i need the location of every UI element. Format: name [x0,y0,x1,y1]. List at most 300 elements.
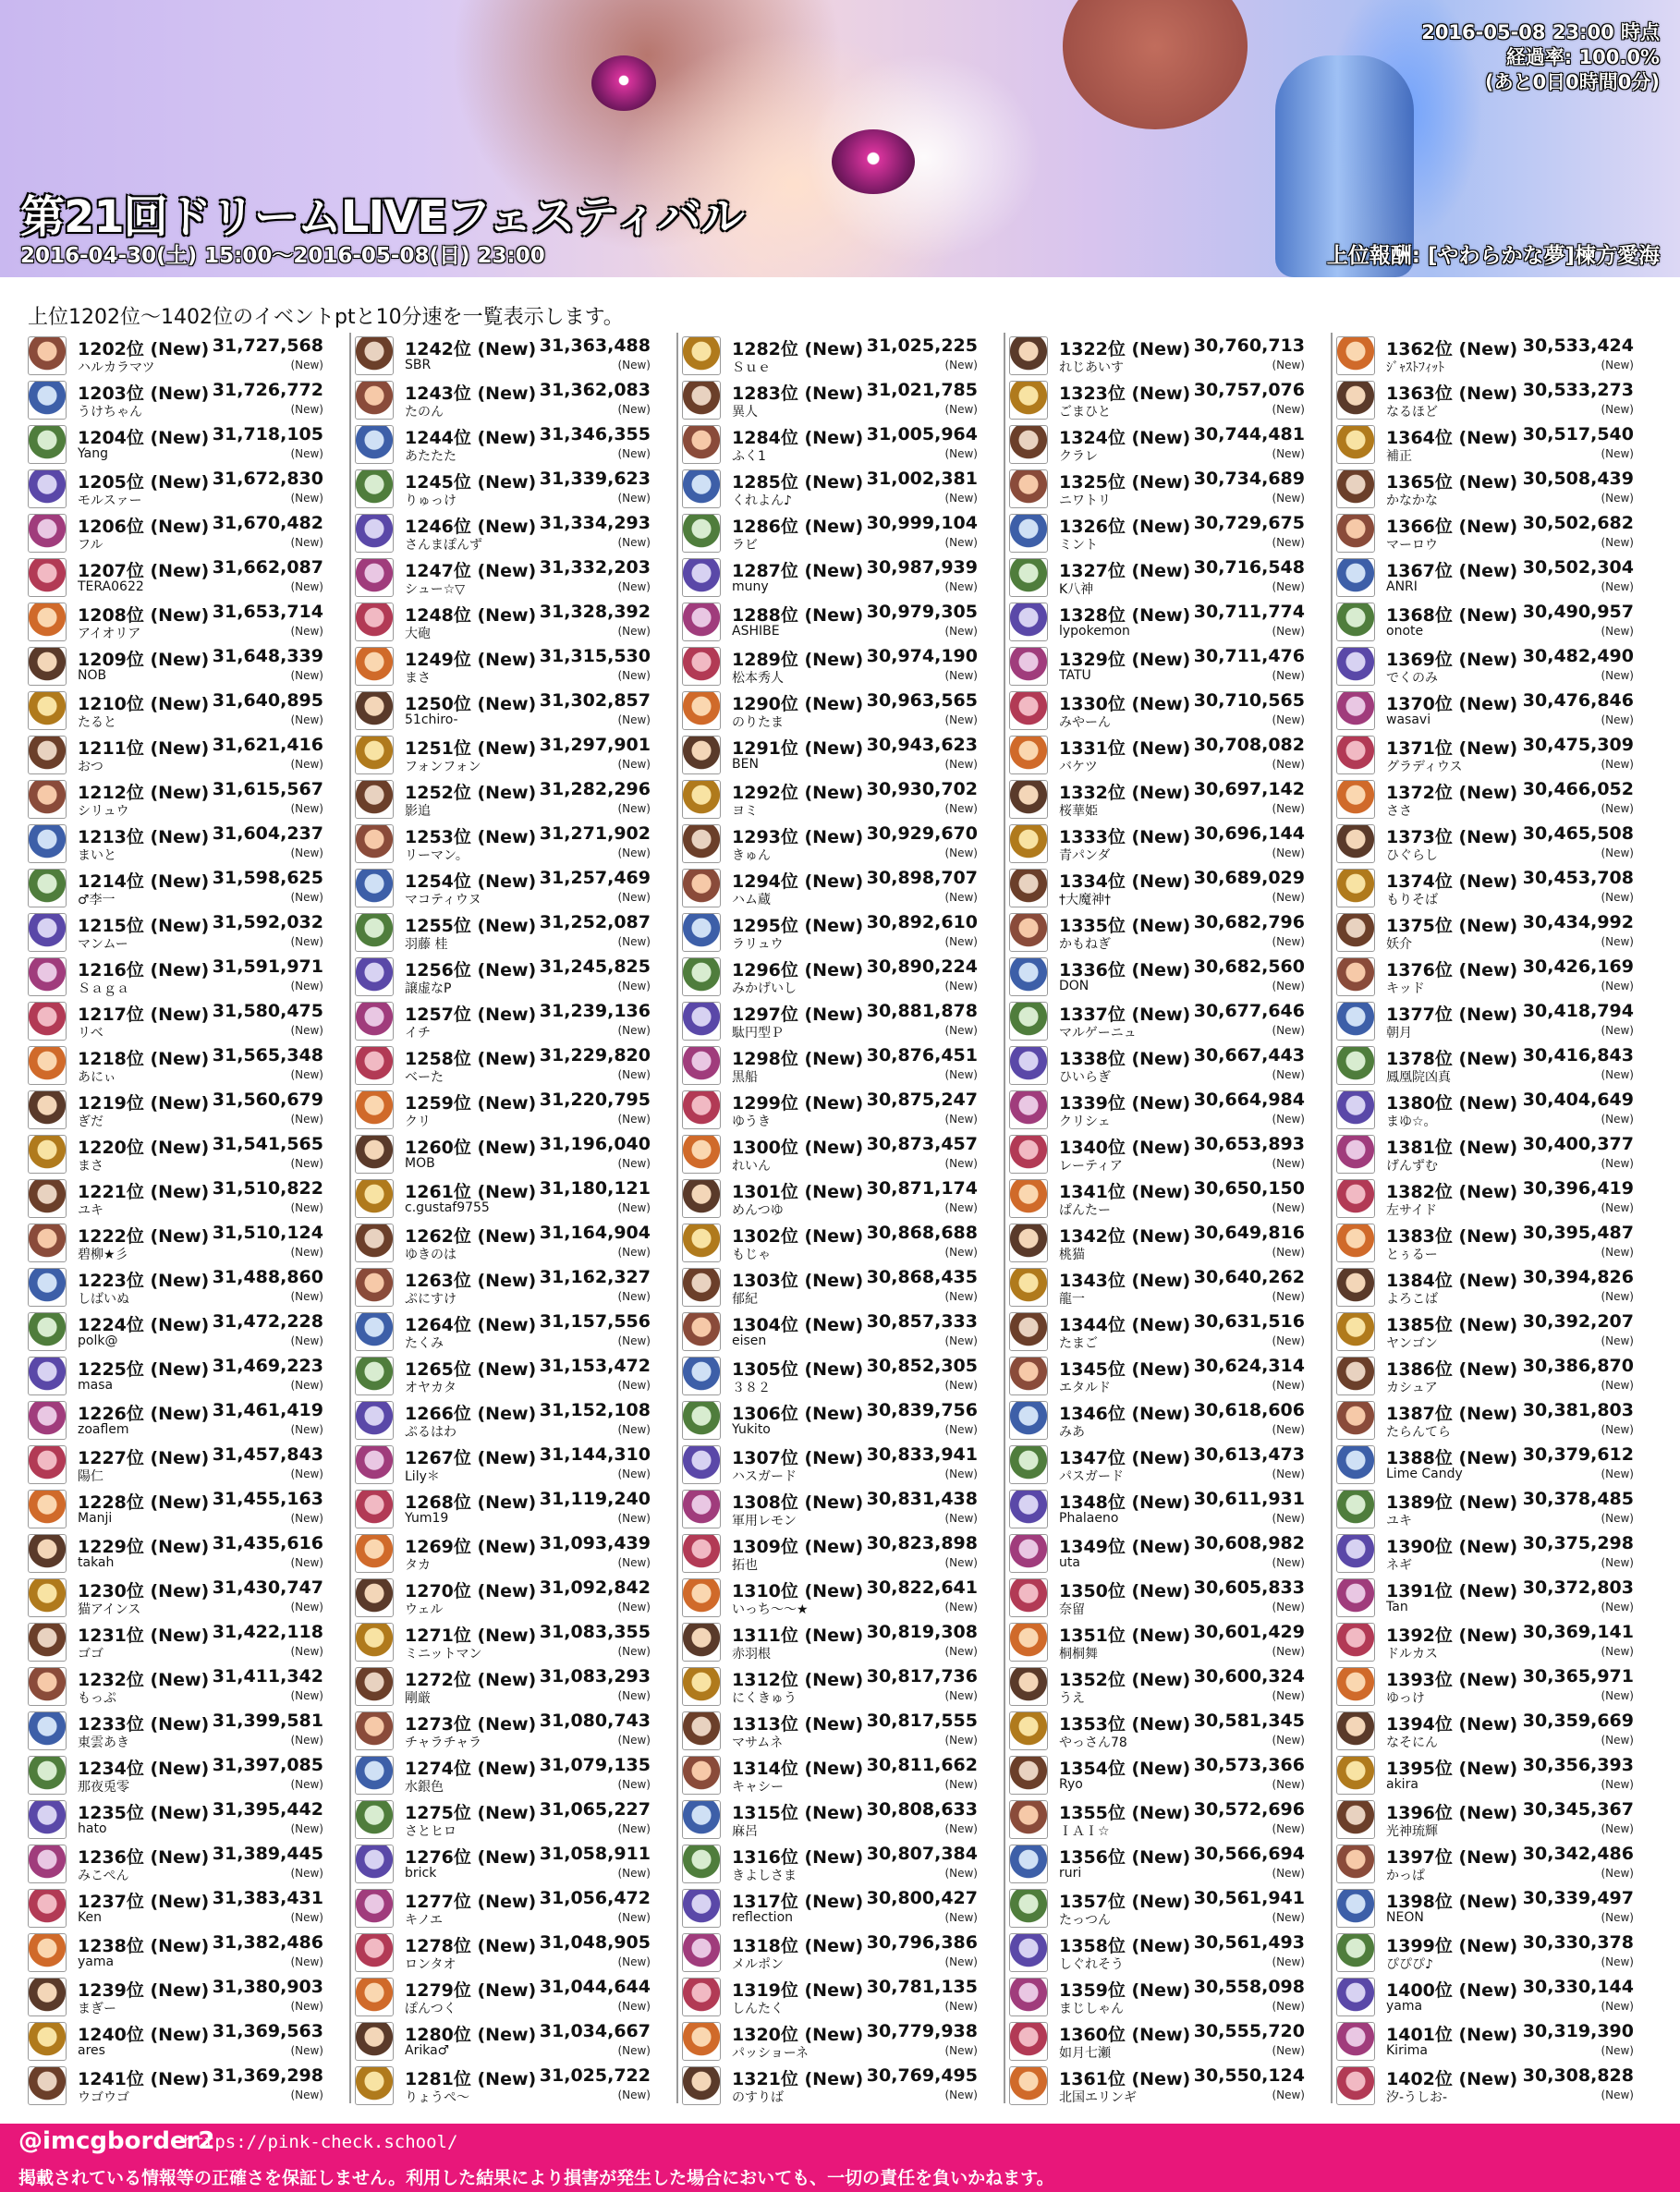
rank-label: 1240位 (New) [78,2025,210,2045]
event-points: 30,566,694 [1193,1844,1305,1864]
ten-minute-speed: (New) [290,359,323,371]
player-avatar [355,691,394,730]
rank-label: 1365位 (New) [1386,472,1518,493]
ranking-row [1005,1397,1331,1442]
event-points: 31,025,225 [866,335,978,356]
ranking-row [1333,1752,1660,1796]
ranking-row [1005,1264,1331,1309]
ten-minute-speed: (New) [1272,846,1305,859]
ranking-column [24,333,351,2103]
player-avatar [355,558,394,597]
rank-label: 1382位 (New) [1386,1182,1518,1202]
ten-minute-speed: (New) [617,1645,651,1658]
ten-minute-speed: (New) [617,891,651,904]
player-name: あたたた [405,449,457,464]
player-name: DON [1059,979,1090,993]
player-avatar [28,1889,67,1928]
event-points: 31,025,722 [539,2065,651,2086]
player-avatar [1009,469,1048,508]
ten-minute-speed: (New) [617,669,651,682]
rank-label: 1290位 (New) [732,694,864,714]
event-points: 31,598,625 [212,868,323,888]
event-points: 30,631,516 [1193,1311,1305,1332]
player-avatar [1009,1978,1048,2016]
rank-label: 1309位 (New) [732,1537,864,1557]
player-name: かなかな [1386,493,1438,508]
player-name: タカ [405,1558,431,1573]
rank-label: 1257位 (New) [405,1005,537,1025]
rank-label: 1358位 (New) [1059,1936,1191,1956]
ten-minute-speed: (New) [1272,492,1305,505]
player-name: 桃猫 [1059,1248,1085,1262]
player-avatar [1009,1490,1048,1528]
player-name: みやーん [1059,715,1111,730]
ranking-row [678,1575,1004,1619]
top-reward: 上位報酬: [やわらかな夢]楝方愛海 [1326,244,1660,268]
rank-label: 1217位 (New) [78,1005,210,1025]
banner-artwork-eye-left [591,55,656,111]
event-points: 31,389,445 [212,1844,323,1864]
rank-label: 1203位 (New) [78,384,210,404]
player-avatar [682,1578,721,1617]
time-remaining: (あと0日0時間0分) [1484,71,1660,93]
ten-minute-speed: (New) [1272,980,1305,992]
event-points: 30,365,971 [1522,1666,1634,1687]
event-points: 30,517,540 [1522,424,1634,444]
player-avatar [1336,1179,1375,1218]
ranking-row [1333,865,1660,909]
event-points: 30,881,878 [866,1001,978,1021]
player-name: シュー☆▽ [405,582,466,597]
ranking-row [678,599,1004,643]
twitter-handle-link[interactable]: @imcgborder2 [18,2127,215,2155]
ranking-row [1333,998,1660,1042]
player-name: 桜華姫 [1059,804,1098,819]
player-avatar [1336,381,1375,420]
player-name: れじあいす [1059,360,1124,375]
event-points: 31,510,822 [212,1178,323,1199]
player-avatar [355,425,394,464]
rank-label: 1234位 (New) [78,1759,210,1779]
rank-label: 1261位 (New) [405,1182,537,1202]
event-points: 30,664,984 [1193,1090,1305,1110]
event-points: 30,729,675 [1193,513,1305,533]
footer-bar [0,2124,1680,2192]
ten-minute-speed: (New) [1272,1113,1305,1126]
ranking-column [1333,333,1660,2103]
event-points: 30,453,708 [1522,868,1634,888]
player-name: たくみ [405,1336,444,1351]
ten-minute-speed: (New) [617,802,651,815]
player-name: さんまぽんず [405,538,482,553]
player-name: まゆ☆。 [1386,1114,1437,1129]
event-points: 30,943,623 [866,735,978,755]
rank-label: 1376位 (New) [1386,960,1518,980]
event-points: 30,601,429 [1193,1622,1305,1642]
ranking-row [351,1309,676,1353]
event-points: 30,581,345 [1193,1711,1305,1731]
rank-label: 1364位 (New) [1386,428,1518,448]
ranking-column [678,333,1005,2103]
player-avatar [1336,1800,1375,1839]
event-points: 31,380,903 [212,1977,323,1997]
player-avatar [1336,780,1375,819]
rank-label: 1279位 (New) [405,1980,537,2001]
ranking-row [1333,1486,1660,1530]
event-points: 30,330,144 [1522,1977,1634,1997]
player-avatar [1336,425,1375,464]
event-points: 31,252,087 [539,912,651,932]
event-points: 30,555,720 [1193,2021,1305,2041]
player-avatar [1336,1978,1375,2016]
player-name: 剛厳 [405,1691,431,1706]
event-points: 30,475,309 [1522,735,1634,755]
event-points: 30,711,476 [1193,646,1305,666]
player-name: akira [1386,1777,1418,1792]
player-name: TATU [1059,668,1091,683]
event-points: 31,653,714 [212,602,323,622]
player-avatar [1336,1002,1375,1041]
ten-minute-speed: (New) [1272,935,1305,948]
rank-label: 1333位 (New) [1059,827,1191,847]
rank-label: 1219位 (New) [78,1093,210,1114]
event-points: 31,180,121 [539,1178,651,1199]
event-points: 30,561,493 [1193,1932,1305,1953]
event-points: 30,689,029 [1193,868,1305,888]
rank-label: 1346位 (New) [1059,1404,1191,1424]
player-name: Yukito [732,1422,771,1437]
event-points: 31,727,568 [212,335,323,356]
event-points: 31,662,087 [212,557,323,578]
rank-label: 1392位 (New) [1386,1626,1518,1646]
rank-label: 1291位 (New) [732,738,864,759]
ten-minute-speed: (New) [1272,2088,1305,2101]
player-name: 補正 [1386,449,1412,464]
rank-label: 1293位 (New) [732,827,864,847]
player-name: ふく1 [732,449,766,464]
rank-label: 1352位 (New) [1059,1670,1191,1690]
player-name: ３８２ [732,1381,771,1395]
ranking-row [351,377,676,421]
ten-minute-speed: (New) [617,1024,651,1037]
ranking-row [1333,1442,1660,1486]
rank-label: 1345位 (New) [1059,1359,1191,1380]
event-points: 31,648,339 [212,646,323,666]
event-points: 30,711,774 [1193,602,1305,622]
event-points: 31,383,431 [212,1888,323,1908]
player-avatar [1336,691,1375,730]
player-name: まさ [78,1159,103,1174]
player-name: ドルカス [1386,1647,1438,1662]
ten-minute-speed: (New) [290,980,323,992]
ranking-row [1005,998,1331,1042]
ten-minute-speed: (New) [1272,1556,1305,1569]
event-points: 30,640,262 [1193,1267,1305,1287]
ten-minute-speed: (New) [1272,1024,1305,1037]
ranking-row [24,377,349,421]
event-points: 30,744,481 [1193,424,1305,444]
ranking-row [678,1353,1004,1397]
ten-minute-speed: (New) [944,1246,978,1259]
rank-label: 1322位 (New) [1059,339,1191,359]
site-url-link[interactable]: https://pink-check.school/ [183,2132,458,2152]
ten-minute-speed: (New) [1272,1467,1305,1480]
rank-label: 1210位 (New) [78,694,210,714]
ranking-row [24,954,349,998]
player-avatar [1009,1002,1048,1041]
ranking-row [24,1708,349,1752]
event-points: 30,716,548 [1193,557,1305,578]
player-avatar [682,1312,721,1351]
rank-label: 1226位 (New) [78,1404,210,1424]
player-name: ゆきのは [405,1248,457,1262]
ten-minute-speed: (New) [944,1290,978,1303]
player-name: しばいぬ [78,1292,129,1307]
ten-minute-speed: (New) [617,1068,651,1081]
event-points: 31,615,567 [212,779,323,799]
ten-minute-speed: (New) [1601,1379,1634,1392]
ten-minute-speed: (New) [1272,2044,1305,2057]
player-avatar [1009,1268,1048,1307]
player-avatar [1009,1401,1048,1440]
rank-label: 1375位 (New) [1386,916,1518,936]
player-name: シリュウ [78,804,129,819]
ranking-row [1333,1530,1660,1575]
player-name: ラリュウ [732,937,784,952]
ten-minute-speed: (New) [1601,980,1634,992]
ten-minute-speed: (New) [1272,536,1305,549]
ranking-row [351,1708,676,1752]
ranking-row [678,1220,1004,1264]
player-name: たのん [405,405,444,420]
ten-minute-speed: (New) [1601,846,1634,859]
player-name: ゆっけ [1386,1691,1425,1706]
ten-minute-speed: (New) [1272,1601,1305,1614]
event-points: 30,605,833 [1193,1577,1305,1598]
player-name: Kirima [1386,2043,1428,2058]
player-name: ぽんつく [405,2002,457,2016]
ranking-row [351,1175,676,1220]
rank-label: 1353位 (New) [1059,1714,1191,1735]
rank-label: 1337位 (New) [1059,1005,1191,1025]
rank-label: 1357位 (New) [1059,1892,1191,1912]
player-avatar [682,1889,721,1928]
player-name: †大魔神† [1059,893,1111,907]
rank-label: 1296位 (New) [732,960,864,980]
rank-label: 1295位 (New) [732,916,864,936]
ten-minute-speed: (New) [1601,1911,1634,1924]
rank-label: 1371位 (New) [1386,738,1518,759]
ranking-row [24,1885,349,1930]
ranking-row [1005,1442,1331,1486]
player-name: よろこば [1386,1292,1438,1307]
ten-minute-speed: (New) [290,1113,323,1126]
player-avatar [682,1800,721,1839]
player-name: モルスァー [78,493,142,508]
ranking-row [351,466,676,510]
rank-label: 1314位 (New) [732,1759,864,1779]
player-name: 51chiro- [405,712,458,727]
player-avatar [682,1667,721,1706]
ranking-row [1005,2018,1331,2063]
ten-minute-speed: (New) [290,1068,323,1081]
player-name: もっぷ [78,1691,116,1706]
player-name: 水銀色 [405,1780,444,1795]
rank-label: 1349位 (New) [1059,1537,1191,1557]
player-name: キャシー [732,1780,784,1795]
ranking-row [1005,821,1331,865]
rank-label: 1384位 (New) [1386,1271,1518,1291]
rank-label: 1330位 (New) [1059,694,1191,714]
ten-minute-speed: (New) [290,1024,323,1037]
ranking-row [24,1575,349,1619]
player-avatar [682,647,721,686]
ten-minute-speed: (New) [944,1068,978,1081]
ten-minute-speed: (New) [617,1867,651,1880]
rank-label: 1316位 (New) [732,1847,864,1868]
player-name: 碧柳★彡 [78,1248,128,1262]
player-name: 那夜兎零 [78,1780,129,1795]
rank-label: 1323位 (New) [1059,384,1191,404]
event-points: 30,381,803 [1522,1400,1634,1420]
player-avatar [682,957,721,996]
player-name: れいん [732,1159,771,1174]
player-name: まぎー [78,2002,116,2016]
player-name: 影追 [405,804,431,819]
player-name: くれよん♪ [732,493,792,508]
rank-label: 1378位 (New) [1386,1049,1518,1069]
player-avatar [1009,869,1048,907]
rank-label: 1280位 (New) [405,2025,537,2045]
ten-minute-speed: (New) [290,846,323,859]
player-name: ｼﾞｬｽﾄﾌｨｯﾄ [1386,360,1444,375]
player-avatar [28,425,67,464]
player-avatar [355,1845,394,1883]
ten-minute-speed: (New) [1272,758,1305,771]
player-name: 大砲 [405,627,431,641]
ten-minute-speed: (New) [290,536,323,549]
rank-label: 1385位 (New) [1386,1315,1518,1335]
player-name: ニワトリ [1059,493,1111,508]
rank-label: 1324位 (New) [1059,428,1191,448]
ten-minute-speed: (New) [617,980,651,992]
player-name: かっぱ [1386,1869,1425,1883]
event-points: 31,430,747 [212,1577,323,1598]
rank-label: 1355位 (New) [1059,1803,1191,1823]
ranking-row [351,1619,676,1663]
ranking-row [678,1930,1004,1974]
player-name: 郁紀 [732,1292,758,1307]
ranking-row [24,1841,349,1885]
player-avatar [355,647,394,686]
player-avatar [355,514,394,553]
rank-label: 1398位 (New) [1386,1892,1518,1912]
event-points: 31,119,240 [539,1489,651,1509]
ten-minute-speed: (New) [1272,1334,1305,1347]
ten-minute-speed: (New) [1601,669,1634,682]
ranking-row [1333,599,1660,643]
rank-label: 1321位 (New) [732,2069,864,2089]
rank-label: 1263位 (New) [405,1271,537,1291]
rank-label: 1377位 (New) [1386,1005,1518,1025]
player-name: 黒船 [732,1070,758,1085]
ten-minute-speed: (New) [1601,1467,1634,1480]
ten-minute-speed: (New) [1272,1867,1305,1880]
ten-minute-speed: (New) [944,1423,978,1436]
player-avatar [1336,1667,1375,1706]
player-name: 朝月 [1386,1026,1412,1041]
event-points: 31,220,795 [539,1090,651,1110]
ranking-row [351,1042,676,1087]
ranking-row [351,1663,676,1708]
ten-minute-speed: (New) [1272,713,1305,726]
rank-label: 1336位 (New) [1059,960,1191,980]
player-avatar [355,1046,394,1085]
event-points: 31,461,419 [212,1400,323,1420]
player-avatar [1336,869,1375,907]
player-name: たらんてら [1386,1425,1451,1440]
ranking-row [1005,1619,1331,1663]
ten-minute-speed: (New) [617,2044,651,2057]
player-avatar [682,869,721,907]
player-avatar [1336,736,1375,774]
ten-minute-speed: (New) [944,891,978,904]
ranking-row [24,1974,349,2018]
event-points: 30,404,649 [1522,1090,1634,1110]
ranking-row [351,1575,676,1619]
ranking-row [678,1752,1004,1796]
player-avatar [682,603,721,641]
player-avatar [1336,469,1375,508]
player-name: 羽藤 桂 [405,937,448,952]
event-points: 31,718,105 [212,424,323,444]
player-name: Phalaeno [1059,1511,1119,1526]
event-points: 30,482,490 [1522,646,1634,666]
rank-label: 1400位 (New) [1386,1980,1518,2001]
ranking-row [351,688,676,732]
event-points: 31,153,472 [539,1356,651,1376]
event-points: 30,667,443 [1193,1045,1305,1066]
ranking-row [1005,688,1331,732]
ranking-row [1333,954,1660,998]
player-avatar [1336,957,1375,996]
event-points: 30,618,606 [1193,1400,1305,1420]
player-name: クラレ [1059,449,1098,464]
player-avatar [1009,1578,1048,1617]
ranking-row [1005,554,1331,599]
player-name: ぱんたー [1059,1203,1111,1218]
ten-minute-speed: (New) [290,1734,323,1747]
rank-label: 1225位 (New) [78,1359,210,1380]
rank-label: 1248位 (New) [405,605,537,626]
player-avatar [355,1090,394,1129]
ten-minute-speed: (New) [1601,802,1634,815]
ranking-row [24,466,349,510]
ranking-row [678,554,1004,599]
rank-label: 1267位 (New) [405,1448,537,1468]
player-avatar [682,469,721,508]
ranking-row [1333,688,1660,732]
player-avatar [355,2066,394,2105]
event-points: 30,963,565 [866,690,978,711]
event-points: 30,418,794 [1522,1001,1634,1021]
player-avatar [28,1179,67,1218]
event-points: 30,558,098 [1193,1977,1305,1997]
player-avatar [1336,1445,1375,1484]
rank-label: 1239位 (New) [78,1980,210,2001]
rank-label: 1275位 (New) [405,1803,537,1823]
ranking-row [351,1796,676,1841]
